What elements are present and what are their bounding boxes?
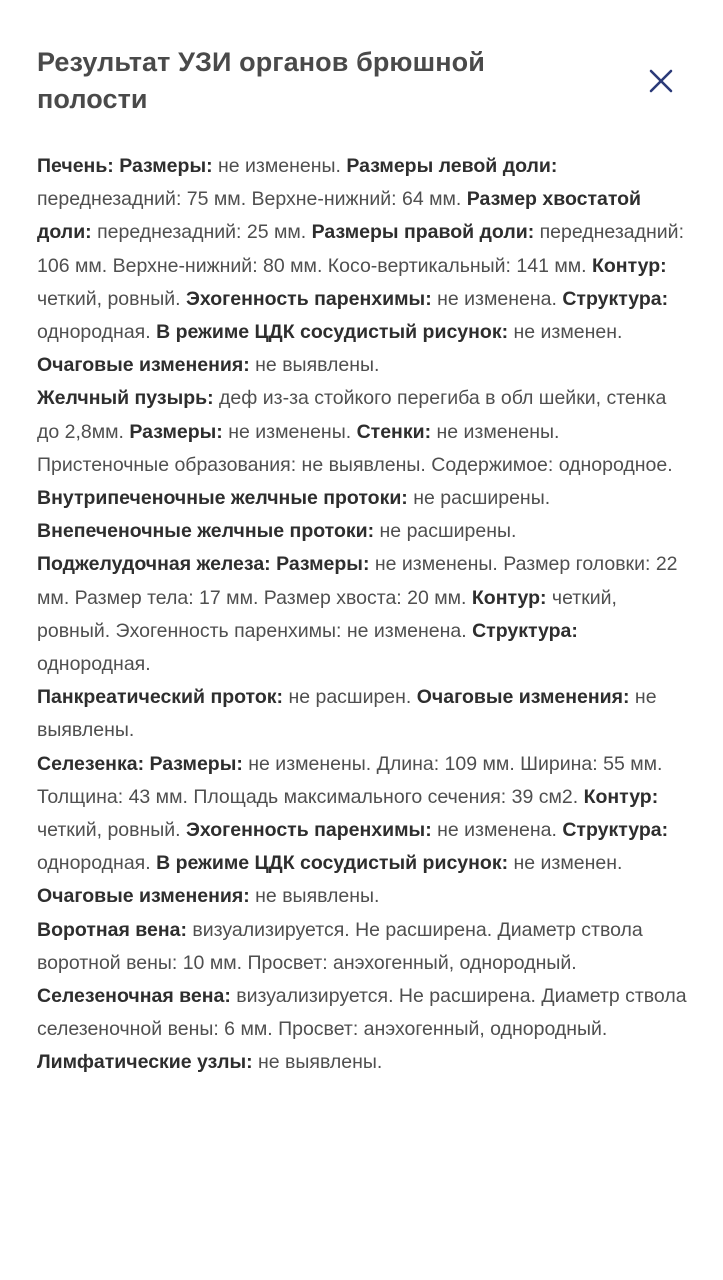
report-value: четкий, ровный. [37,819,187,842]
report-value: визуализируется. Не расширена. Диаметр ствола воротной вены: 10 мм. Просвет: анэхогенный, однородный. [37,918,643,974]
report-label: Панкреатический проток: [37,686,284,709]
report-label: Лимфатические узлы: [37,1051,253,1074]
report-paragraph-lymph-nodes [37,1046,687,1079]
close-button[interactable] [640,60,682,102]
report-value: не изменены. Длина: 109 мм. Ширина: 55 мм. Толщина: 43 мм. Площадь максимального сечения: 39 см2. [37,752,663,808]
report-value: четкий, ровный. Эхогенность паренхимы: не изменена. [37,586,617,642]
report-label: Структура: [472,619,578,642]
report-value: не выявлены. [37,686,657,742]
report-label: Печень: Размеры: [37,155,213,177]
report-label: Селезеночная вена: [37,985,231,1008]
report-paragraph-intrahepatic-ducts [37,482,687,515]
report-value: четкий, ровный. [37,287,187,310]
report-label: Внепеченочные желчные протоки: [37,520,375,543]
report-value: однородная. [37,321,157,344]
report-value: не изменена. [431,287,563,310]
report-label: Очаговые изменения: [37,885,250,908]
report-label: В режиме ЦДК сосудистый рисунок: [156,852,509,875]
report-label: Поджелудочная железа: Размеры: [37,553,370,576]
report-label: Эхогенность паренхимы: [186,287,432,310]
report-paragraph-gallbladder [37,382,687,482]
report-label: Очаговые изменения: [37,354,250,377]
report-paragraph-extrahepatic-ducts [37,515,687,548]
report-label: Размеры правой доли: [311,221,535,244]
report-value: не выявлены. [249,885,380,908]
report-value: деф из-за стойкого перегиба в обл шейки, стенка до 2,8мм. [37,387,667,443]
report-value: не расширен. [283,686,417,709]
report-label: Внутрипеченочные желчные протоки: [37,487,408,510]
report-value: не расширены. [374,520,517,543]
report-value: переднезадний: 25 мм. [91,221,312,244]
report-label: Структура: [562,819,669,842]
report-paragraph-pancreatic-duct [37,681,687,747]
modal-title: Результат УЗИ органов брюшной полости [37,47,485,114]
report-value: не изменены. Размер головки: 22 мм. Размер тела: 17 мм. Размер хвоста: 20 мм. [37,553,678,609]
report-value: однородная. [37,653,151,676]
report-label: Контур: [471,586,547,609]
report-label: Стенки: [356,420,432,443]
report-value: переднезадний: 106 мм. Верхне-нижний: 80 мм. Косо-вертикальный: 141 мм. [37,221,684,277]
report-value: переднезадний: 75 мм. Верхне-нижний: 64 мм. [37,188,467,211]
report-label: Воротная вена: [37,918,187,941]
report-value: не изменена. [431,819,563,842]
report-label: Размер хвостатой доли: [37,188,642,244]
report-paragraph-liver [37,150,687,382]
report-value: не изменены. Пристеночные образования: не выявлены. Содержимое: однородное. [37,420,673,476]
report-label: Контур: [583,785,659,808]
report-paragraph-splenic-vein [37,980,687,1046]
report-label: Селезенка: Размеры: [37,752,243,775]
report-paragraph-pancreas [37,548,687,681]
report-value: не расширены. [407,487,551,510]
report-label: Структура: [562,287,669,310]
report-label: Желчный пузырь: [37,387,214,410]
report-value: не выявлены. [249,354,380,377]
report-label: Размеры: [129,420,223,443]
report-label: Очаговые изменения: [416,686,630,709]
report-paragraph-spleen [37,748,687,914]
close-icon [646,66,676,96]
report-value: однородная. [37,852,157,875]
modal-header [37,44,597,118]
report-value: не выявлены. [252,1051,383,1074]
report-value: не изменены. [222,420,357,443]
report-label: Контур: [591,254,667,277]
report-value: не изменен. [508,321,623,344]
report-label: Эхогенность паренхимы: [186,819,432,842]
report-label: Размеры левой доли: [346,155,558,177]
report-body [37,150,687,1080]
report-paragraph-portal-vein [37,914,687,980]
report-value: визуализируется. Не расширена. Диаметр ствола селезеночной вены: 6 мм. Просвет: анэхогенный, однородный. [37,985,687,1041]
report-value: не изменены. [212,155,347,177]
report-value: не изменен. [508,852,623,875]
report-label: В режиме ЦДК сосудистый рисунок: [156,321,509,344]
